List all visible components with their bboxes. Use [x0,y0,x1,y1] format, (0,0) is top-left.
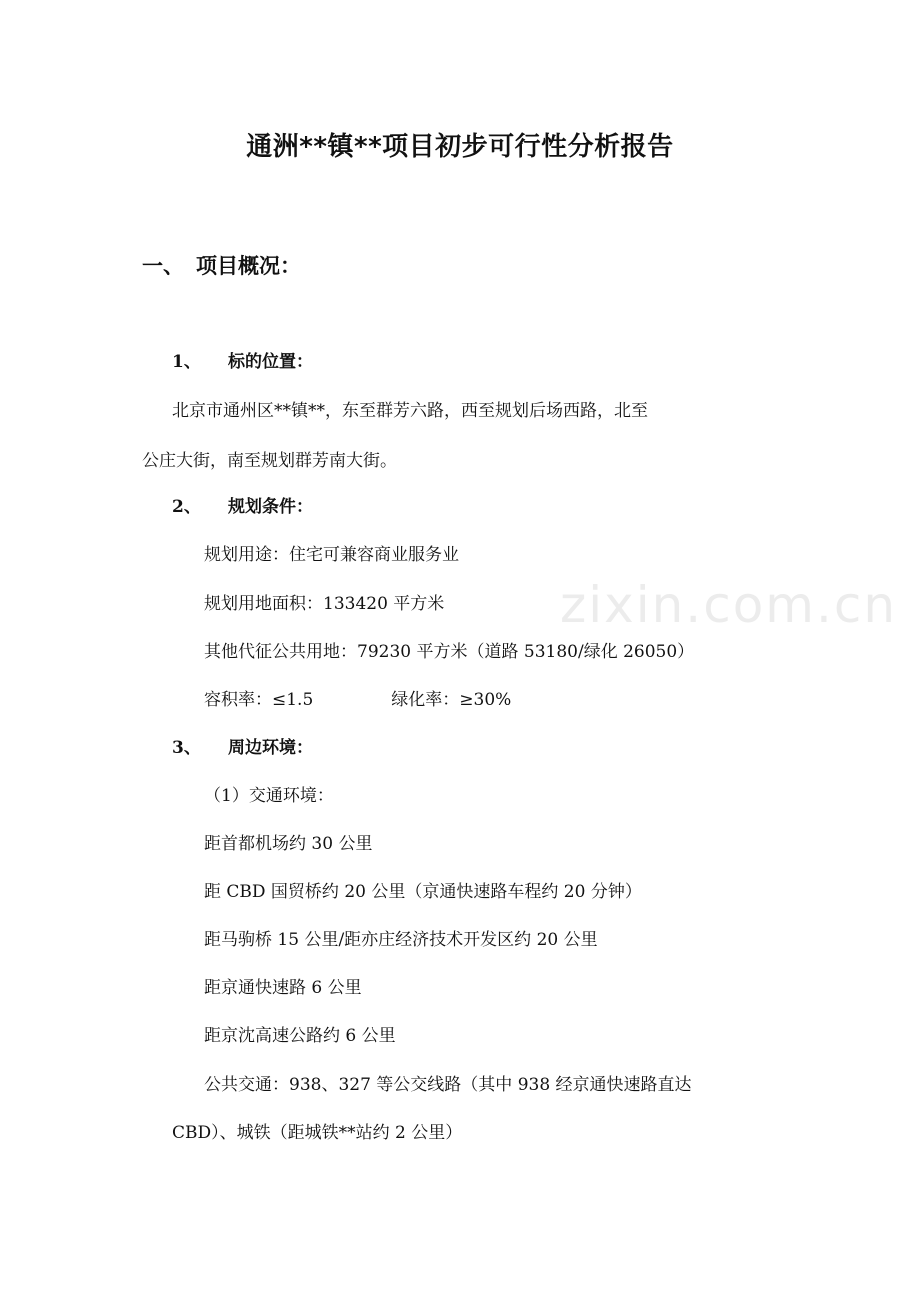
location-text-line-1: 北京市通州区**镇**，东至群芳六路，西至规划后场西路，北至 [172,401,648,421]
subheading-surroundings [172,733,313,758]
subheading-location [172,347,313,372]
section-heading-overview [142,250,301,280]
traffic-item-airport: 距首都机场约 30 公里 [204,834,373,854]
traffic-item-cbd: 距 CBD 国贸桥约 20 公里（京通快速路车程约 20 分钟） [204,882,642,902]
traffic-item-public-line-1: 公共交通：938、327 等公交线路（其中 938 经京通快速路直达 [204,1075,692,1095]
subheading-label: 标的位置： [228,352,313,372]
traffic-item-jingtong: 距京通快速路 6 公里 [204,978,362,998]
subheading-label: 周边环境： [228,738,313,758]
section-label: 项目概况： [196,254,301,278]
watermark: zixin.com.cn [560,576,898,634]
traffic-item-public-line-2: CBD）、城铁（距城铁**站约 2 公里） [172,1123,463,1143]
subheading-number: 2、 [172,497,201,517]
traffic-item-majuqiao: 距马驹桥 15 公里/距亦庄经济技术开发区约 20 公里 [204,930,598,950]
planning-use: 规划用途：住宅可兼容商业服务业 [204,545,459,565]
other-public-land: 其他代征公共用地：79230 平方米（道路 53180/绿化 26050） [204,642,695,662]
page-title: 通洲**镇**项目初步可行性分析报告 [246,132,674,162]
traffic-item-jingshen: 距京沈高速公路约 6 公里 [204,1026,396,1046]
planning-area: 规划用地面积：133420 平方米 [204,594,445,614]
ratio-line [204,685,511,710]
subheading-number: 3、 [172,738,201,758]
subheading-number: 1、 [172,352,201,372]
subheading-planning [172,492,313,517]
traffic-heading: （1）交通环境： [204,786,334,806]
location-text-line-2: 公庄大街，南至规划群芳南大街。 [142,451,397,471]
subheading-label: 规划条件： [228,497,313,517]
section-number: 一、 [142,254,184,278]
plot-ratio: 容积率：≤1.5 [204,690,314,710]
green-ratio: 绿化率：≥30% [391,690,512,710]
